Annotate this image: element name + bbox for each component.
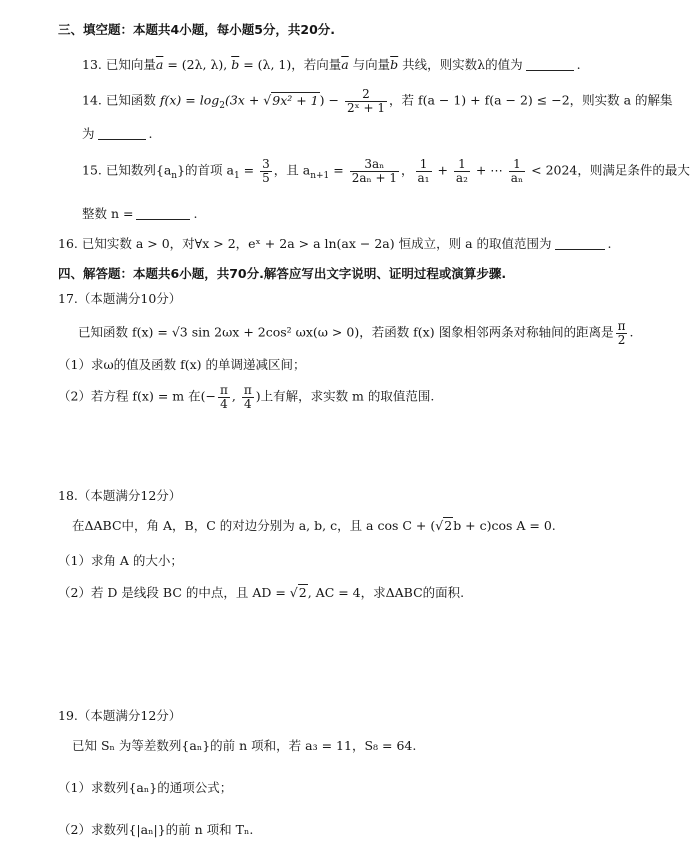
q15-frac4 [454,158,470,184]
q15-f3-num: 1 [416,158,432,172]
q15-eq1: = [239,162,259,178]
q15-tail: < 2024，则满足条件的最大 [527,162,690,178]
q13-eq-b: = (λ, 1)，若向量 [239,57,342,72]
q17-stem-pre: 已知函数 f(x) = √3 sin 2ωx + 2cos² ωx(ω > 0)，若函数 f(x) 图象相邻两条对称轴间的距离是 [78,324,614,340]
q14-frac-den: 2ˣ + 1 [346,100,385,115]
q17-b-num: π [243,383,252,397]
q13-vector-b: $\overline{b}$ [231,57,240,72]
q15-f5-num: 1 [509,158,525,172]
q15-f5-den: aₙ [510,170,524,185]
q15-frac2 [350,158,399,184]
q15-sub-1: 1 [233,171,240,182]
q17-b-den: 4 [243,396,252,411]
q17-frac-a [218,384,230,410]
q17-frac-b [242,384,254,410]
q15-mid: ，且 a [273,162,311,178]
q15-sub-n: n [171,171,178,182]
q15-f1-num: 3 [262,157,270,171]
q17-a-num: π [219,383,228,397]
q13-mid: 与向量 [348,57,391,72]
q14-arg-post: ) − [319,92,343,108]
q13-text-end: 共线，则实数λ的值为 [398,57,523,72]
q17-stem-end: . [629,324,634,340]
q14-condition: ，若 f(a − 1) + f(a − 2) ≤ −2，则实数 a 的解集 [389,92,673,108]
q17-part2 [58,384,434,410]
q18-part2-end: , AC = 4，求ΔABC的面积. [307,585,465,600]
q13-text-a: 已知向量 [105,57,156,72]
q14-fraction [345,88,387,114]
q16-answer-blank[interactable] [555,237,605,250]
q14-intro: 已知函数 [105,92,160,108]
q15-number: 15. [82,162,102,178]
question-14-line2: 为 . [82,126,153,141]
q18-part2-pre: （2）若 D 是线段 BC 的中点，且 AD = [58,585,290,600]
q19-stem: 已知 Sₙ 为等差数列{aₙ}的前 n 项和，若 a₃ = 11，S₈ = 64. [72,738,417,753]
q17-header: 17.（本题满分10分） [58,291,182,306]
q19-part2: （2）求数列{|aₙ|}的前 n 项和 Tₙ. [58,822,254,837]
q14-arg-pre: (3x + [224,92,264,108]
q14-frac-num: 2 [345,88,387,102]
q13-vector-a: $\overline{a}$ [155,57,164,72]
q18-sqrt-body: 2 [444,518,453,533]
q17-part2-pre: （2）若方程 f(x) = m 在(− [58,388,216,404]
q17-comma: , [231,388,240,404]
q15-sep: ， [401,162,414,178]
q14-answer-blank[interactable] [98,127,146,140]
q19-part1: （1）求数列{aₙ}的通项公式； [58,780,233,795]
q13-eq-a: = (2λ, λ), [163,57,232,72]
q13-number: 13. [82,57,102,72]
q13-vector-b2: $\overline{b}$ [390,57,399,72]
q14-log-base: 2 [219,101,225,112]
question-13: 13. 已知向量$\overline{a} = (2\lambda$, λ), $\overline{b} = (\lambda$, 1)，若向量$\overline{a}$ 与向量$\overline{b}$ 共线，则实数λ的值为 . [82,57,581,72]
q15-frac3 [416,158,432,184]
q14-line2: 为 [82,126,95,141]
q14-sqrt-body: 9x² + 1 [272,92,319,108]
q17-part2-end: )上有解，求实数 m 的取值范围. [255,388,435,404]
q14-number: 14. [82,92,102,108]
q15-frac5 [509,158,525,184]
q15-intro2: }的首项 a [177,162,234,178]
q17-pi-num: π [617,319,626,333]
q15-intro: 已知数列{a [105,162,172,178]
q18-part2: （2）若 D 是线段 BC 的中点，且 AD = √2, AC = 4，求ΔABC的面积. [58,585,465,600]
q15-frac1 [260,158,272,184]
q15-answer-blank[interactable] [136,207,190,220]
q19-header: 19.（本题满分12分） [58,708,182,723]
q15-eq2: = [329,162,348,178]
q17-pi-den: 2 [617,332,626,347]
q17-stem [78,320,633,346]
section-4-heading: 四、解答题：本题共6小题，共70分.解答应写出文字说明、证明过程或演算步骤. [58,266,507,281]
q18-part2-sqrt: 2 [298,585,307,600]
q15-f1-den: 5 [262,170,270,185]
q18-part1: （1）求角 A 的大小； [58,553,183,568]
q13-answer-blank[interactable] [526,58,574,71]
question-16: 16. 已知实数 a > 0，对∀x > 2，eˣ + 2a > a ln(ax − 2a) 恒成立，则 a 的取值范围为 . [58,236,612,251]
q15-plus1: + [433,162,452,178]
question-15-line2: 整数 n = . [82,206,198,221]
q18-stem: 在ΔABC中，角 A，B，C 的对边分别为 a, b, c，且 a cos C + (√2b + c)cos A = 0. [72,518,556,533]
q16-text: 已知实数 a > 0，对∀x > 2，eˣ + 2a > a ln(ax − 2a) 恒成立，则 a 的取值范围为 [81,236,552,251]
q15-f2-num: 3aₙ [350,158,399,172]
q17-pi-half [616,320,628,346]
q15-f3-den: a₁ [417,170,430,185]
q18-stem-pre: 在ΔABC中，角 A，B，C 的对边分别为 a, b, c，且 a cos C + ( [72,518,436,533]
q15-plus2: + ⋯ [471,162,507,178]
q17-a-den: 4 [220,396,228,411]
q15-f4-num: 1 [454,158,470,172]
q15-f4-den: a₂ [455,170,468,185]
question-15 [82,158,690,184]
q16-number: 16. [58,236,78,251]
q15-f2-den: 2aₙ + 1 [351,170,398,185]
q18-header: 18.（本题满分12分） [58,488,182,503]
q18-stem-post: b + c)cos A = 0. [453,518,556,533]
q14-func: f(x) = log [159,92,220,108]
q15-line2: 整数 n = [82,206,134,221]
q15-sub-n1: n+1 [310,171,330,182]
section-3-heading: 三、填空题：本题共4小题，每小题5分，共20分. [58,22,336,37]
q17-part1: （1）求ω的值及函数 f(x) 的单调递减区间； [58,357,306,372]
q13-vector-a2: $\overline{a}$ [341,57,349,72]
question-14: 14. 已知函数 $f(x) = \log_2(3x + √9x^2 + 1)$ − $\frac{2}{\text{2ˣ + 1}}$ ，若 f(a − 1) + f(a − 2) ≤ −2，则实数 a 的解集 [82,87,673,115]
